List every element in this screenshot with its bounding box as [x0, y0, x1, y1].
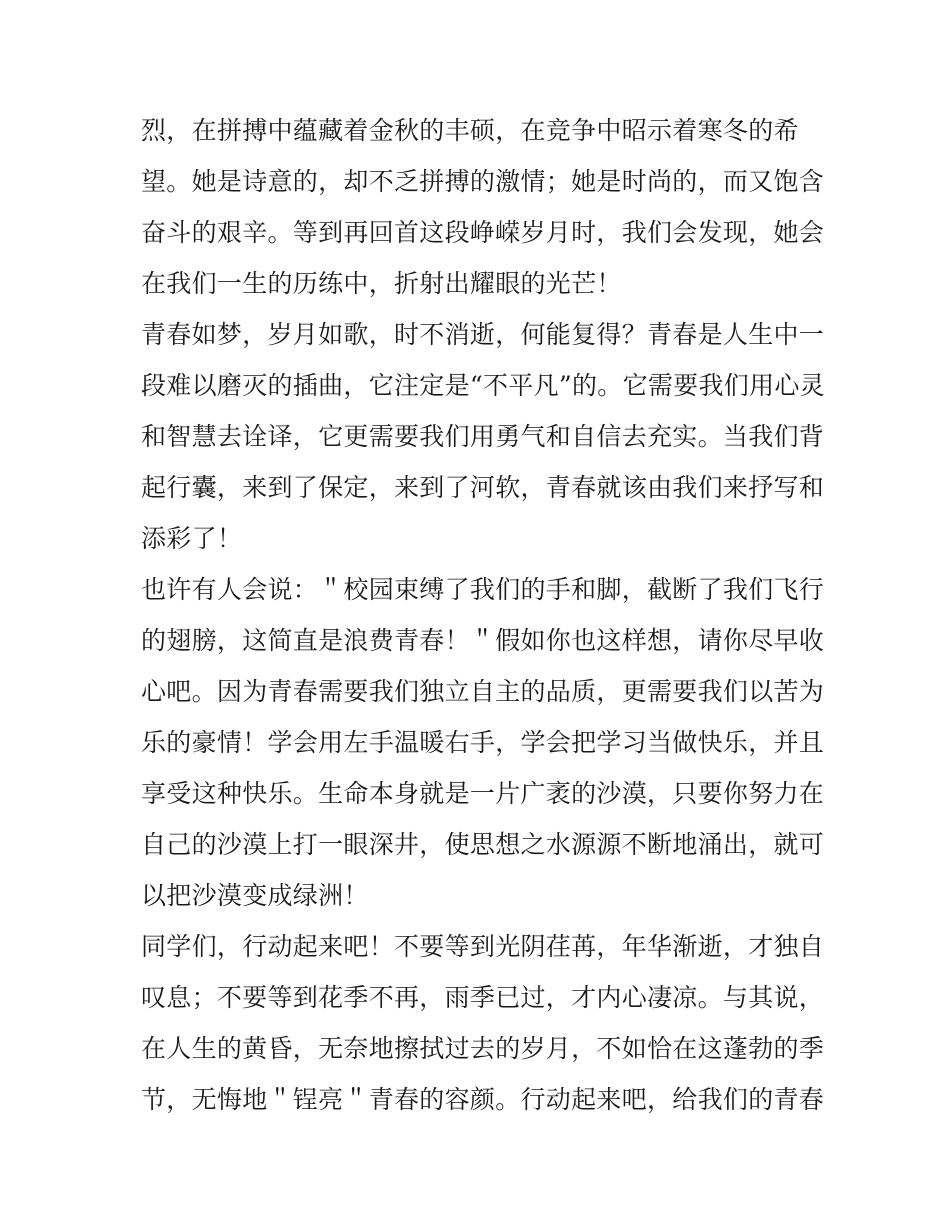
text-line: 在人生的黄昏，无奈地擦拭过去的岁月，不如恰在这蓬勃的季 — [141, 1034, 825, 1063]
text-line: 节，无悔地＂锃亮＂青春的容颜。行动起来吧，给我们的青春 — [141, 1085, 825, 1114]
text-line: 起行囊，来到了保定，来到了河软，青春就该由我们来抒写和 — [141, 473, 825, 502]
text-line: 自己的沙漠上打一眼深井，使思想之水源源不断地涌出，就可 — [141, 830, 825, 859]
text-line: 同学们，行动起来吧！不要等到光阴荏苒，年华渐逝，才独自 — [141, 932, 825, 961]
text-line: 也许有人会说：＂校园束缚了我们的手和脚，截断了我们飞行 — [141, 575, 825, 604]
body-text — [141, 105, 825, 1125]
text-line: 的翅膀，这简直是浪费青春！＂假如你也这样想，请你尽早收 — [141, 626, 825, 655]
text-line: 添彩了！ — [141, 524, 243, 553]
text-line: 和智慧去诠译，它更需要我们用勇气和自信去充实。当我们背 — [141, 422, 825, 451]
text-line: 望。她是诗意的，却不乏拼搏的激情；她是时尚的，而又饱含 — [141, 167, 825, 196]
text-line: 奋斗的艰辛。等到再回首这段峥嵘岁月时，我们会发现，她会 — [141, 218, 825, 247]
text-line: 乐的豪情！学会用左手温暖右手，学会把学习当做快乐，并且 — [141, 728, 825, 757]
text-line: 青春如梦，岁月如歌，时不消逝，何能复得？青春是人生中一 — [141, 320, 825, 349]
text-line: 以把沙漠变成绿洲！ — [141, 881, 369, 910]
text-line: 叹息；不要等到花季不再，雨季已过，才内心凄凉。与其说， — [141, 983, 825, 1012]
text-line: 心吧。因为青春需要我们独立自主的品质，更需要我们以苦为 — [141, 677, 825, 706]
text-line: 烈，在拼搏中蕴藏着金秋的丰硕，在竞争中昭示着寒冬的希 — [141, 116, 799, 145]
text-line: 段难以磨灭的插曲，它注定是“不平凡”的。它需要我们用心灵 — [141, 371, 825, 400]
text-line: 享受这种快乐。生命本身就是一片广袤的沙漠，只要你努力在 — [141, 779, 825, 808]
text-line: 在我们一生的历练中，折射出耀眼的光芒！ — [141, 269, 622, 298]
